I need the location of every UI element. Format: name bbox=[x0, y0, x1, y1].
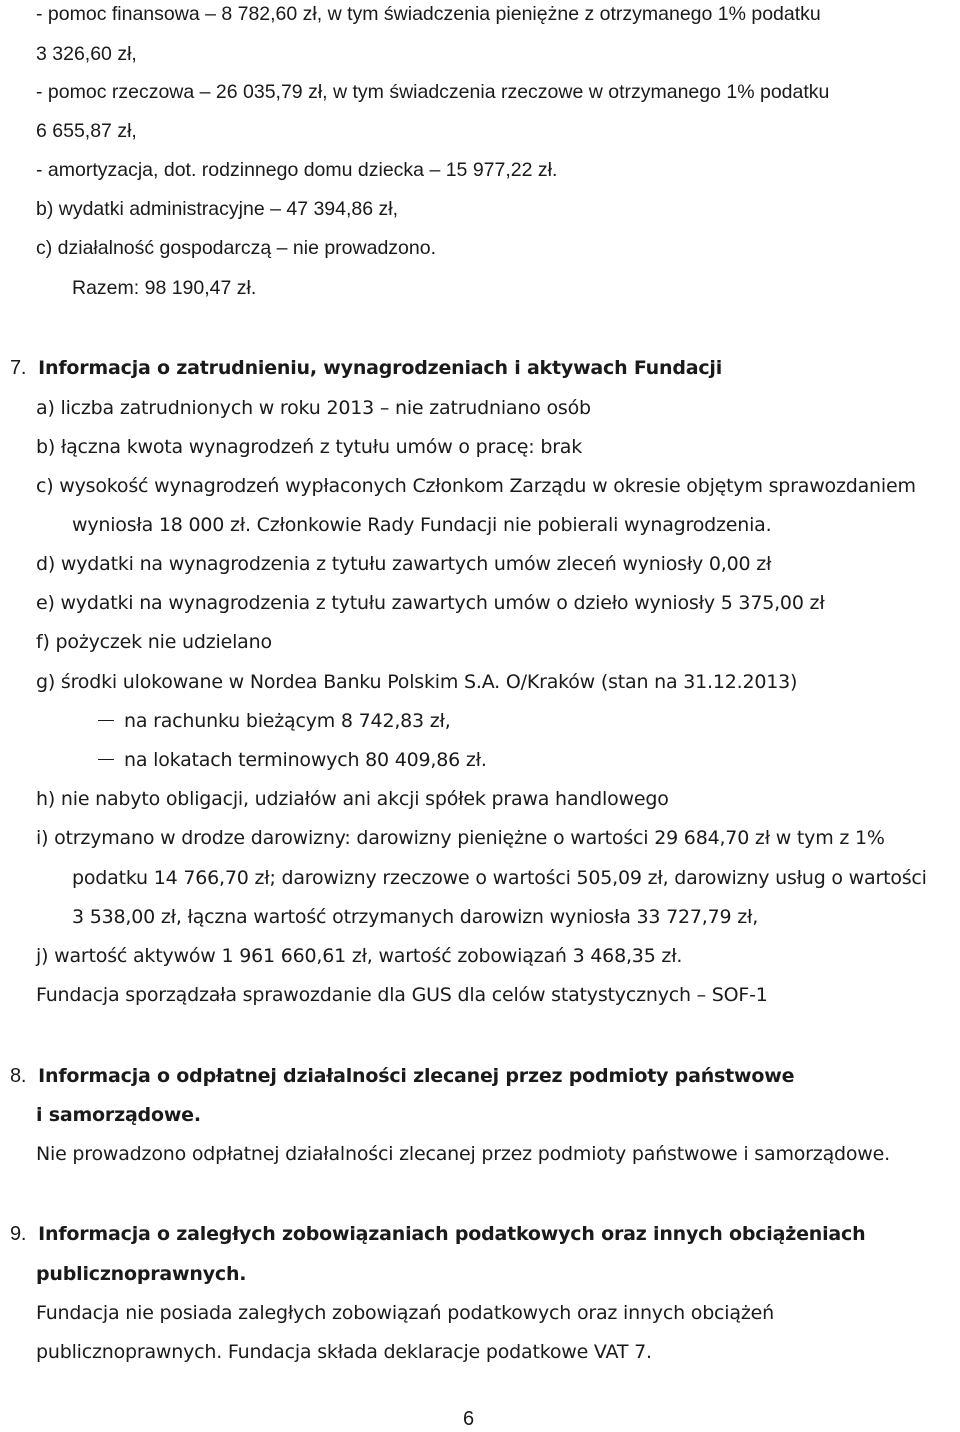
text-line-amortization: - amortyzacja, dot. rodzinnego domu dziecka – 15 977,22 zł. bbox=[36, 159, 558, 181]
list-item-e: e) wydatki na wynagrodzenia z tytułu zawartych umów o dzieło wyniosły 5 375,00 zł bbox=[36, 592, 825, 614]
page-number: 6 bbox=[463, 1408, 475, 1430]
text: - pomoc finansowa – 8 782,60 zł, w tym świadczenia pieniężne z otrzymanego 1% podatku bbox=[36, 3, 821, 25]
section-number: 7. bbox=[10, 357, 27, 379]
list-item-b: b) łączna kwota wynagrodzeń z tytułu umów o pracę: brak bbox=[36, 436, 583, 458]
text-line: 3 326,60 zł, bbox=[36, 43, 137, 65]
section-title-continued: publicznoprawnych. bbox=[36, 1263, 247, 1285]
list-item-i: i) otrzymano w drodze darowizny: darowizny pieniężne o wartości 29 684,70 zł w tym z 1% bbox=[36, 827, 885, 849]
section-9-body-continued: publicznoprawnych. Fundacja składa deklaracje podatkowe VAT 7. bbox=[36, 1341, 652, 1363]
section-9-heading bbox=[10, 1222, 865, 1246]
section-title: Informacja o zatrudnieniu, wynagrodzeniach i aktywach Fundacji bbox=[38, 357, 723, 379]
section-title: Informacja o odpłatnej działalności zlecanej przez podmioty państwowe bbox=[38, 1065, 795, 1087]
text: na lokatach terminowych 80 409,86 zł. bbox=[124, 749, 487, 771]
list-item-i-continued: podatku 14 766,70 zł; darowizny rzeczowe o wartości 505,09 zł, darowizny usług o wartości bbox=[72, 867, 927, 889]
text-line: 6 655,87 zł, bbox=[36, 120, 137, 142]
sub-item-current-account bbox=[98, 709, 451, 733]
section-7-heading bbox=[10, 356, 722, 380]
list-item-j: j) wartość aktywów 1 961 660,61 zł, wartość zobowiązań 3 468,35 zł. bbox=[36, 945, 683, 967]
dash-bullet bbox=[98, 720, 114, 721]
section-8-heading bbox=[10, 1064, 794, 1088]
text-line-admin-expenses: b) wydatki administracyjne – 47 394,86 zł, bbox=[36, 198, 399, 220]
text-line-total: Razem: 98 190,47 zł. bbox=[72, 277, 257, 299]
list-item-i-continued: 3 538,00 zł, łączna wartość otrzymanych darowizn wyniosła 33 727,79 zł, bbox=[72, 906, 759, 928]
section-number: 9. bbox=[10, 1223, 27, 1245]
list-item-c: c) wysokość wynagrodzeń wypłaconych Członkom Zarządu w okresie objętym sprawozdaniem bbox=[36, 475, 916, 497]
section-number: 8. bbox=[10, 1065, 27, 1087]
text: na rachunku bieżącym 8 742,83 zł, bbox=[124, 710, 451, 732]
list-item-c-continued: wyniosła 18 000 zł. Członkowie Rady Fundacji nie pobierali wynagrodzenia. bbox=[72, 514, 772, 536]
text-line-material-aid: - pomoc rzeczowa – 26 035,79 zł, w tym świadczenia rzeczowe w otrzymanego 1% podatku bbox=[36, 81, 830, 103]
text-line-financial-aid bbox=[36, 2, 958, 26]
list-item-d: d) wydatki na wynagrodzenia z tytułu zawartych umów zleceń wyniosły 0,00 zł bbox=[36, 553, 772, 575]
list-item-g: g) środki ulokowane w Nordea Banku Polskim S.A. O/Kraków (stan na 31.12.2013) bbox=[36, 671, 798, 693]
section-9-body: Fundacja nie posiada zaległych zobowiązań podatkowych oraz innych obciążeń bbox=[36, 1302, 774, 1324]
sub-item-term-deposits bbox=[98, 748, 487, 772]
list-item-a: a) liczba zatrudnionych w roku 2013 – nie zatrudniano osób bbox=[36, 397, 591, 419]
section-8-body: Nie prowadzono odpłatnej działalności zlecanej przez podmioty państwowe i samorządowe. bbox=[36, 1143, 890, 1165]
list-item-f: f) pożyczek nie udzielano bbox=[36, 631, 272, 653]
dash-bullet bbox=[98, 759, 114, 760]
gus-report-note: Fundacja sporządzała sprawozdanie dla GUS dla celów statystycznych – SOF-1 bbox=[36, 984, 768, 1006]
section-title: Informacja o zaległych zobowiązaniach podatkowych oraz innych obciążeniach bbox=[38, 1223, 866, 1245]
text-line-business-activity: c) działalność gospodarczą – nie prowadzono. bbox=[36, 237, 436, 259]
section-title-continued: i samorządowe. bbox=[36, 1104, 201, 1126]
list-item-h: h) nie nabyto obligacji, udziałów ani akcji spółek prawa handlowego bbox=[36, 788, 669, 810]
